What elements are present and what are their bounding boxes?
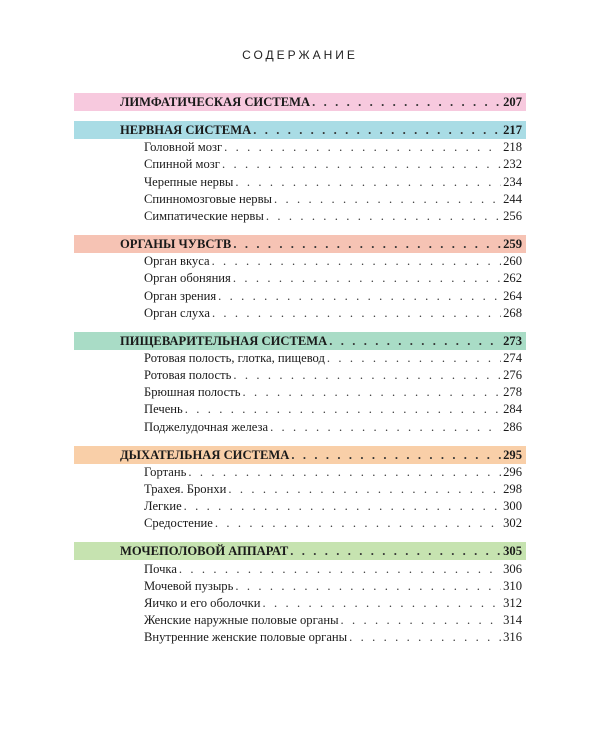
dot-leader bbox=[270, 419, 501, 436]
toc-section bbox=[74, 542, 526, 646]
entry-title: Орган вкуса bbox=[144, 254, 210, 269]
dot-leader bbox=[235, 578, 501, 595]
entry-title: Головной мозг bbox=[144, 140, 223, 155]
entry-page-number: 296 bbox=[503, 464, 522, 479]
entry-title: Женские наружные половые органы bbox=[144, 613, 339, 628]
entry-title: Спинномозговые нервы bbox=[144, 191, 272, 206]
toc-section bbox=[74, 235, 526, 322]
entry-page-number: 262 bbox=[503, 271, 522, 286]
entry-page-number: 244 bbox=[503, 191, 522, 206]
toc-entry[interactable] bbox=[74, 464, 526, 481]
section-page-number: 207 bbox=[503, 95, 522, 109]
toc-entry[interactable] bbox=[74, 612, 526, 629]
dot-leader bbox=[233, 367, 501, 384]
dot-leader bbox=[329, 332, 501, 350]
dot-leader bbox=[243, 384, 502, 401]
entry-title: Орган обоняния bbox=[144, 271, 231, 286]
section-header[interactable] bbox=[74, 332, 526, 350]
entry-page-number: 312 bbox=[503, 595, 522, 610]
table-of-contents bbox=[74, 93, 526, 656]
dot-leader bbox=[291, 446, 501, 464]
entry-page-number: 314 bbox=[503, 613, 522, 628]
entry-title: Орган зрения bbox=[144, 288, 217, 303]
section-page-number: 259 bbox=[503, 236, 522, 251]
entry-page-number: 268 bbox=[503, 305, 522, 320]
toc-entry[interactable] bbox=[74, 287, 526, 304]
toc-entry[interactable] bbox=[74, 595, 526, 612]
dot-leader bbox=[212, 305, 501, 322]
toc-entry[interactable] bbox=[74, 578, 526, 595]
section-header[interactable] bbox=[74, 446, 526, 464]
dot-leader bbox=[253, 121, 501, 139]
dot-leader bbox=[215, 515, 501, 532]
entry-page-number: 274 bbox=[503, 350, 522, 365]
toc-entry[interactable] bbox=[74, 384, 526, 401]
toc-entry[interactable] bbox=[74, 350, 526, 367]
dot-leader bbox=[222, 156, 501, 173]
entry-title: Легкие bbox=[144, 499, 182, 514]
dot-leader bbox=[235, 174, 501, 191]
toc-section bbox=[74, 446, 526, 533]
dot-leader bbox=[312, 93, 501, 111]
section-title: ЛИМФАТИЧЕСКАЯ СИСТЕМА bbox=[120, 95, 311, 109]
section-page-number: 295 bbox=[503, 447, 522, 462]
entry-page-number: 298 bbox=[503, 482, 522, 496]
entry-title: Орган слуха bbox=[144, 305, 210, 320]
dot-leader bbox=[262, 595, 501, 612]
section-title: ОРГАНЫ ЧУВСТВ bbox=[120, 236, 232, 251]
entry-title: Печень bbox=[144, 402, 183, 417]
section-title: МОЧЕПОЛОВОЙ АППАРАТ bbox=[120, 544, 289, 559]
section-page-number: 305 bbox=[503, 544, 522, 559]
entry-page-number: 278 bbox=[503, 385, 522, 400]
entry-title: Яичко и его оболочки bbox=[144, 595, 261, 610]
section-title: ДЫХАТЕЛЬНАЯ СИСТЕМА bbox=[120, 447, 290, 462]
dot-leader bbox=[266, 208, 501, 225]
dot-leader bbox=[233, 235, 501, 253]
toc-section bbox=[74, 332, 526, 436]
section-title: ПИЩЕВАРИТЕЛЬНАЯ СИСТЕМА bbox=[120, 333, 328, 348]
entry-page-number: 310 bbox=[503, 578, 522, 593]
toc-entry[interactable] bbox=[74, 173, 526, 190]
dot-leader bbox=[188, 464, 501, 481]
dot-leader bbox=[179, 561, 501, 578]
dot-leader bbox=[212, 253, 502, 270]
toc-entry[interactable] bbox=[74, 515, 526, 532]
dot-leader bbox=[184, 498, 501, 515]
dot-leader bbox=[233, 270, 501, 287]
entry-page-number: 276 bbox=[503, 368, 522, 383]
toc-entry[interactable] bbox=[74, 156, 526, 173]
entry-page-number: 260 bbox=[503, 254, 522, 269]
entry-title: Поджелудочная железа bbox=[144, 419, 269, 434]
toc-entry[interactable] bbox=[74, 498, 526, 515]
entry-page-number: 300 bbox=[503, 499, 522, 514]
toc-section bbox=[74, 93, 526, 111]
entry-page-number: 286 bbox=[503, 419, 522, 434]
toc-entry[interactable] bbox=[74, 253, 526, 270]
entry-title: Внутренние женские половые органы bbox=[144, 630, 348, 645]
entry-page-number: 218 bbox=[503, 140, 522, 155]
section-title: НЕРВНАЯ СИСТЕМА bbox=[120, 123, 252, 137]
dot-leader bbox=[327, 350, 501, 367]
dot-leader bbox=[349, 629, 501, 646]
entry-page-number: 302 bbox=[503, 516, 522, 531]
entry-title: Спинной мозг bbox=[144, 157, 220, 172]
toc-entry[interactable] bbox=[74, 560, 526, 577]
toc-entry[interactable] bbox=[74, 629, 526, 646]
entry-page-number: 306 bbox=[503, 561, 522, 576]
section-header[interactable] bbox=[74, 542, 526, 560]
section-header[interactable] bbox=[74, 235, 526, 253]
entry-title: Гортань bbox=[144, 464, 187, 479]
toc-entry[interactable] bbox=[74, 367, 526, 384]
entry-page-number: 232 bbox=[503, 157, 522, 172]
entry-page-number: 284 bbox=[503, 402, 522, 417]
entry-title: Средостение bbox=[144, 516, 213, 531]
dot-leader bbox=[341, 612, 502, 629]
entry-title: Трахея. Бронхи bbox=[144, 482, 227, 496]
dot-leader bbox=[274, 191, 501, 208]
toc-entry[interactable] bbox=[74, 418, 526, 435]
section-header[interactable] bbox=[74, 93, 526, 111]
toc-entry[interactable] bbox=[74, 139, 526, 156]
entry-title: Ротовая полость bbox=[144, 368, 232, 383]
section-header[interactable] bbox=[74, 121, 526, 139]
entry-title: Черепные нервы bbox=[144, 174, 234, 189]
entry-title: Почка bbox=[144, 561, 177, 576]
dot-leader bbox=[228, 481, 501, 498]
toc-entry[interactable] bbox=[74, 270, 526, 287]
page-title: СОДЕРЖАНИЕ bbox=[242, 48, 358, 62]
entry-page-number: 264 bbox=[503, 288, 522, 303]
dot-leader bbox=[218, 288, 501, 305]
entry-title: Брюшная полость bbox=[144, 385, 241, 400]
entry-title: Мочевой пузырь bbox=[144, 578, 234, 593]
toc-entry[interactable] bbox=[74, 481, 526, 498]
entry-page-number: 256 bbox=[503, 208, 522, 223]
entry-page-number: 234 bbox=[503, 174, 522, 189]
toc-entry[interactable] bbox=[74, 208, 526, 225]
dot-leader bbox=[290, 542, 501, 560]
dot-leader bbox=[185, 401, 501, 418]
entry-page-number: 316 bbox=[503, 630, 522, 645]
toc-section bbox=[74, 121, 526, 225]
toc-entry[interactable] bbox=[74, 401, 526, 418]
toc-entry[interactable] bbox=[74, 191, 526, 208]
dot-leader bbox=[224, 139, 501, 156]
entry-title: Симпатические нервы bbox=[144, 208, 264, 223]
section-page-number: 217 bbox=[503, 123, 522, 137]
entry-title: Ротовая полость, глотка, пищевод bbox=[144, 350, 325, 365]
toc-entry[interactable] bbox=[74, 305, 526, 322]
section-page-number: 273 bbox=[503, 333, 522, 348]
